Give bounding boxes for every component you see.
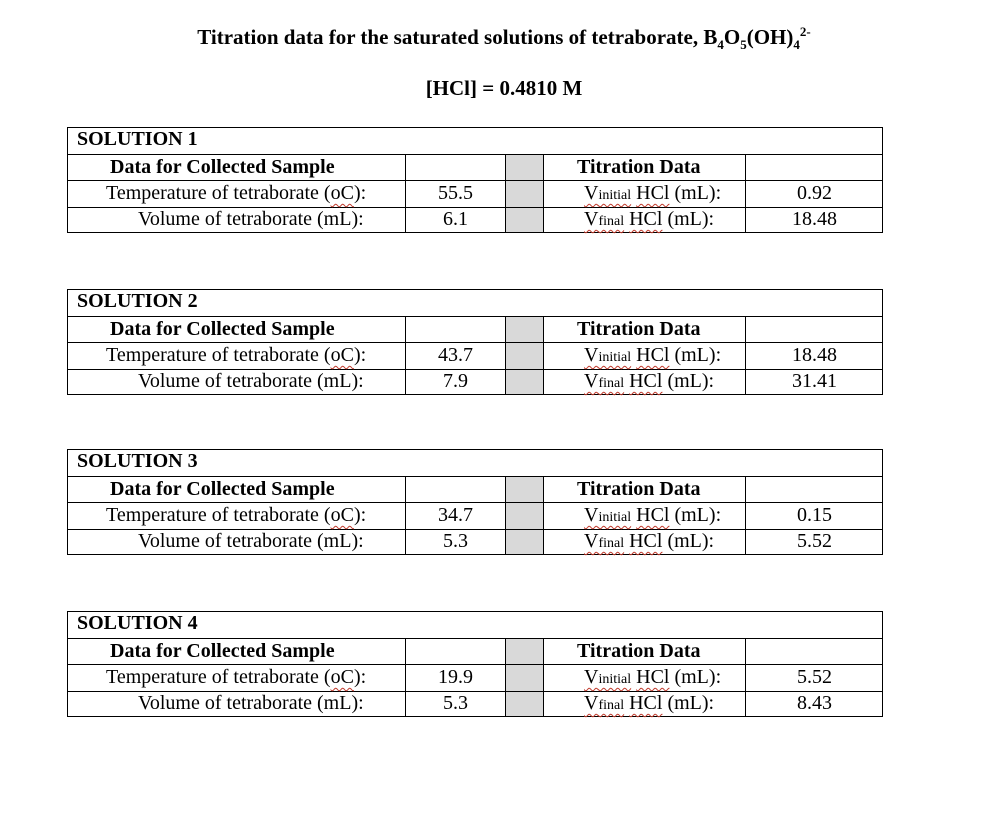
v-final-label: Vfinal HCl (mL): [584,370,715,392]
solution-table-2 [67,289,883,395]
solution-table-3 [67,449,883,555]
solution-title: SOLUTION 1 [77,128,198,150]
temperature-label: Temperature of tetraborate (oC): [106,182,367,204]
v-initial-label: Vinitial HCl (mL): [584,504,722,526]
v-final-value: 5.52 [797,530,832,552]
v-final-value: 18.48 [792,208,837,230]
volume-value: 5.3 [443,692,468,714]
volume-label: Volume of tetraborate (mL): [138,370,364,392]
v-initial-label: Vinitial HCl (mL): [584,666,722,688]
volume-value: 7.9 [443,370,468,392]
temperature-value: 19.9 [438,666,473,688]
formula-hydroxide: (OH) [746,25,794,49]
collected-sample-header: Data for Collected Sample [110,478,335,500]
solution-table-1 [67,127,883,233]
titration-data-header: Titration Data [577,478,701,500]
volume-value: 6.1 [443,208,468,230]
v-initial-value: 5.52 [797,666,832,688]
collected-sample-header: Data for Collected Sample [110,318,335,340]
titration-data-header: Titration Data [577,156,701,178]
temperature-value: 43.7 [438,344,473,366]
v-final-label: Vfinal HCl (mL): [584,208,715,230]
formula-charge: 2- [799,24,811,39]
gray-cell [505,155,543,233]
volume-label: Volume of tetraborate (mL): [138,530,364,552]
v-final-label: Vfinal HCl (mL): [584,530,715,552]
hcl-concentration: [HCl] = 0.4810 M [425,76,583,100]
title-text: Titration data for the saturated solutions of tetraborate, B [197,25,718,49]
temperature-label: Temperature of tetraborate (oC): [106,344,367,366]
page-title [0,24,1008,53]
v-final-label: Vfinal HCl (mL): [584,692,715,714]
gray-cell [505,639,543,717]
v-final-value: 31.41 [792,370,837,392]
volume-label: Volume of tetraborate (mL): [138,692,364,714]
v-initial-value: 0.15 [797,504,832,526]
volume-value: 5.3 [443,530,468,552]
volume-label: Volume of tetraborate (mL): [138,208,364,230]
temperature-label: Temperature of tetraborate (oC): [106,504,367,526]
titration-data-header: Titration Data [577,640,701,662]
formula-subscript-o: 5 [740,37,747,53]
formula-oxygen: O [723,25,741,49]
v-initial-value: 18.48 [792,344,837,366]
solution-table-4 [67,611,883,717]
temperature-label: Temperature of tetraborate (oC): [106,666,367,688]
v-final-value: 8.43 [797,692,832,714]
v-initial-value: 0.92 [797,182,832,204]
collected-sample-header: Data for Collected Sample [110,156,335,178]
v-initial-label: Vinitial HCl (mL): [584,344,722,366]
titration-data-header: Titration Data [577,318,701,340]
temperature-value: 55.5 [438,182,473,204]
formula-subscript-b: 4 [717,37,724,53]
temperature-value: 34.7 [438,504,473,526]
gray-cell [505,317,543,395]
solution-title: SOLUTION 3 [77,450,198,472]
gray-cell [505,477,543,555]
formula-subscript-oh: 4 [793,37,800,53]
collected-sample-header: Data for Collected Sample [110,640,335,662]
solution-title: SOLUTION 4 [77,612,198,634]
solution-title: SOLUTION 2 [77,290,198,312]
v-initial-label: Vinitial HCl (mL): [584,182,722,204]
